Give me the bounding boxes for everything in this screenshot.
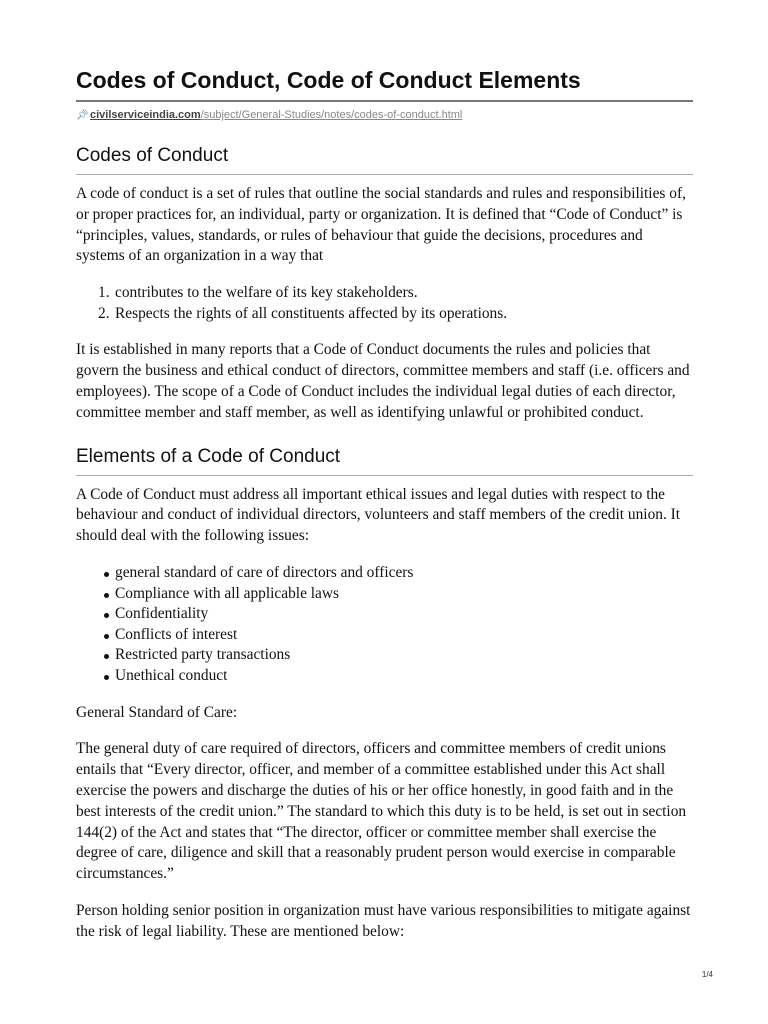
list-item: Conflicts of interest: [76, 625, 693, 646]
page-number: 1/4: [701, 970, 713, 979]
title-divider: [76, 100, 693, 102]
paragraph-intro: A code of conduct is a set of rules that outline the social standards and rules and responsibilities of, or proper practices for, an individual, party or organization. It is defined that “Code of Conduct” is “principles, values, standards, or rules of behaviour that guide the decisions, procedures and systems of an organization in a way that: [76, 185, 686, 265]
paragraph-elements-intro: A Code of Conduct must address all important ethical issues and legal duties with respect to the behaviour and conduct of individual directors, volunteers and staff members of the credit union. It should deal with the following issues:: [76, 485, 681, 545]
source-path[interactable]: /subject/General-Studies/notes/codes-of-conduct.html: [200, 109, 463, 121]
bullet-icon: [104, 593, 109, 598]
paragraph-scope: It is established in many reports that a Code of Conduct documents the rules and policies that govern the business and ethical conduct of directors, committee members and staff (i.e. officers and employees). The scope of a Code of Conduct includes the individual legal duties of each director, committee member and staff member, as well as identifying unlawful or prohibited conduct.: [76, 341, 690, 421]
bullet-icon: [104, 572, 109, 577]
section-heading-codes: Codes of Conduct: [76, 143, 693, 175]
bullet-icon: [104, 654, 109, 659]
source-link[interactable]: [76, 108, 693, 123]
list-item: general standard of care of directors and officers: [76, 563, 693, 584]
list-item: Compliance with all applicable laws: [76, 584, 693, 605]
ordered-list: [76, 283, 693, 324]
page-title: Codes of Conduct, Code of Conduct Elements: [76, 67, 581, 93]
list-item: Confidentiality: [76, 604, 693, 625]
bullet-icon: [104, 634, 109, 639]
bullet-icon: [104, 675, 109, 680]
article-body: [76, 143, 693, 942]
bullet-icon: [104, 613, 109, 618]
list-item: Unethical conduct: [76, 666, 693, 687]
list-item: Restricted party transactions: [76, 645, 693, 666]
list-item: 1. contributes to the welfare of its key stakeholders.: [98, 284, 418, 302]
subheading-general-care: General Standard of Care:: [76, 703, 238, 721]
bullet-list: [76, 563, 693, 687]
paragraph-senior-position: Person holding senior position in organization must have various responsibilities to mitigate against the risk of legal liability. These are mentioned below:: [76, 901, 691, 940]
paragraph-duty-of-care: The general duty of care required of directors, officers and committee members of credit unions entails that “Every director, officer, and member of a committee established under this Act shall exercise the powers and discharge the duties of his or her office honestly, in good faith and in the best interests of the credit union.” The standard to which this duty is to be held, is set out in section 144(2) of the Act and states that “The director, officer or committee member shall exercise the degree of care, diligence and skill that a reasonably prudent person would exercise in comparable circumstances.”: [76, 740, 687, 883]
source-domain[interactable]: civilserviceindia.com: [90, 109, 201, 121]
pin-icon: 📌︎: [76, 110, 89, 121]
section-heading-elements: Elements of a Code of Conduct: [76, 444, 693, 476]
list-item: 2. Respects the rights of all constituents affected by its operations.: [98, 304, 508, 322]
